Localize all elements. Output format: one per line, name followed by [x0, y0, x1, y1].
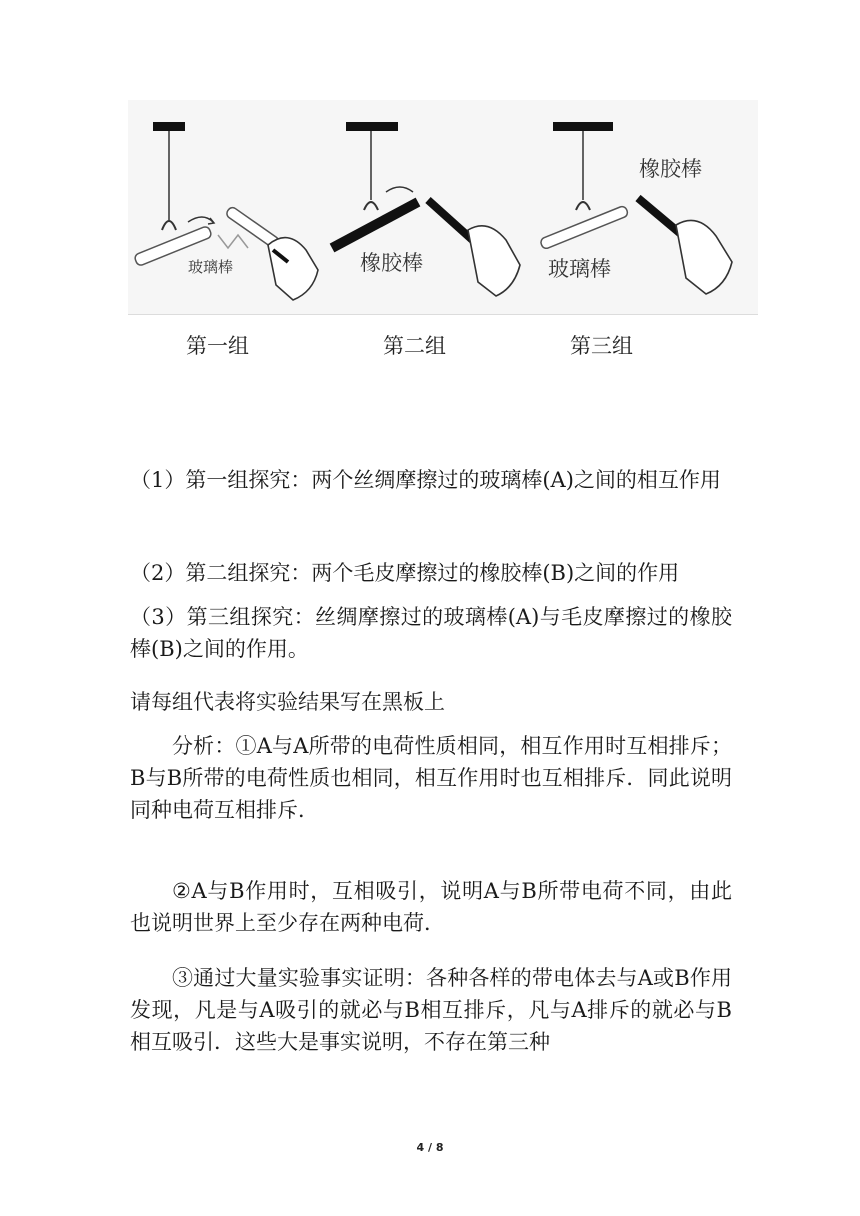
page-number: 4 / 8	[416, 1141, 444, 1154]
instruction: 请每组代表将实验结果写在黑板上	[130, 690, 445, 714]
analysis-3: ③通过大量实验事实证明：各种各样的带电体去与A或B作用发现，凡是与A吸引的就必与B相互排斥，凡与A排斥的就必与B相互吸引．这些大是事实说明，不存在第三种	[130, 966, 732, 1054]
item-1: （1）第一组探究：两个丝绸摩擦过的玻璃棒(A)之间的相互作用	[130, 468, 721, 492]
caption-group-3: 第三组	[570, 334, 633, 358]
experiment-figure	[128, 100, 758, 315]
glass-rod-label-3: 玻璃棒	[548, 257, 611, 281]
caption-group-2: 第二组	[383, 334, 446, 358]
caption-group-1: 第一组	[186, 334, 249, 358]
analysis-2: ②A与B作用时，互相吸引，说明A与B所带电荷不同，由此也说明世界上至少存在两种电荷．	[130, 879, 732, 935]
item-3: （3）第三组探究：丝绸摩擦过的玻璃棒(A)与毛皮摩擦过的橡胶棒(B)之间的作用。	[130, 605, 732, 661]
experiment-illustration	[128, 100, 758, 314]
item-2: （2）第二组探究：两个毛皮摩擦过的橡胶棒(B)之间的作用	[130, 561, 680, 585]
analysis-1: 分析：①A与A所带的电荷性质相同，相互作用时互相排斥；B与B所带的电荷性质也相同，相互作用时也互相排斥．同此说明同种电荷互相排斥．	[130, 734, 732, 822]
rubber-rod-label-3: 橡胶棒	[639, 157, 702, 181]
glass-rod-label-1: 玻璃棒	[188, 258, 234, 276]
rubber-rod-label-2: 橡胶棒	[360, 251, 423, 275]
